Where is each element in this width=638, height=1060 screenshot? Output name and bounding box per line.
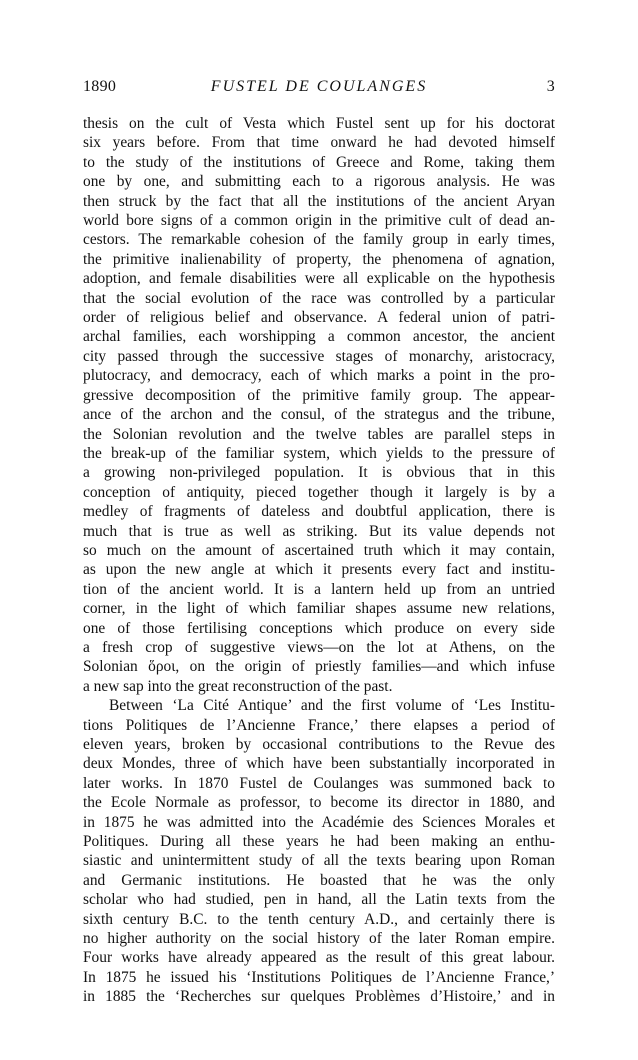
running-head (83, 78, 555, 100)
text-line: as upon the new angle at which it presents every fact and institu- (83, 561, 555, 579)
text-line: so much on the amount of ascertained truth which it may contain, (83, 541, 555, 559)
text-line: ance of the archon and the consul, of the strategus and the tribune, (83, 406, 555, 424)
text-line: then struck by the fact that all the institutions of the ancient Aryan (83, 192, 555, 210)
text-line: six years before. From that time onward he had devoted himself (83, 134, 555, 152)
text-line: sixth century B.C. to the tenth century A.D., and certainly there is (83, 910, 555, 928)
text-line: corner, in the light of which familiar shapes assume new relations, (83, 600, 555, 618)
text-line: Solonian ὅροι, on the origin of priestly families—and which infuse (83, 658, 555, 676)
text-line: In 1875 he issued his ‘Institutions Politiques de l’Ancienne France,’ (83, 968, 555, 986)
text-line: a growing non-privileged population. It is obvious that in this (83, 464, 555, 482)
text-line: Between ‘La Cité Antique’ and the first volume of ‘Les Institu- (109, 697, 555, 715)
text-line: the primitive inalienability of property, the phenomena of agnation, (83, 250, 555, 268)
running-head-year: 1890 (83, 78, 117, 95)
text-line: the Ecole Normale as professor, to become its director in 1880, and (83, 794, 555, 812)
text-line: a new sap into the great reconstruction of the past. (83, 677, 393, 695)
text-line: to the study of the institutions of Greece and Rome, taking them (83, 153, 555, 171)
text-line: a fresh crop of suggestive views—on the lot at Athens, on the (83, 638, 555, 656)
running-head-title: FUSTEL DE COULANGES (210, 78, 428, 95)
text-line: one by one, and submitting each to a rigorous analysis. He was (83, 173, 555, 191)
text-line: Politiques. During all these years he had been making an enthu- (83, 833, 555, 851)
text-line: Four works have already appeared as the result of this great labour. (83, 949, 555, 967)
text-line: adoption, and female disabilities were all explicable on the hypothesis (83, 270, 555, 288)
text-line: that the social evolution of the race was controlled by a particular (83, 289, 555, 307)
text-line: world bore signs of a common origin in the primitive cult of dead an- (83, 212, 555, 230)
text-line: the Solonian revolution and the twelve tables are parallel steps in (83, 425, 555, 443)
text-line: and Germanic institutions. He boasted that he was the only (83, 871, 555, 889)
text-line: in 1875 he was admitted into the Académie des Sciences Morales et (83, 813, 555, 831)
text-line: plutocracy, and democracy, each of which marks a point in the pro- (83, 367, 555, 385)
text-line: order of religious belief and observance. A federal union of patri- (83, 309, 555, 327)
text-line: in 1885 the ‘Recherches sur quelques Problèmes d’Histoire,’ and in (83, 988, 555, 1006)
page-number: 3 (546, 78, 555, 95)
text-line: thesis on the cult of Vesta which Fustel sent up for his doctorat (83, 115, 555, 132)
text-line: much that is true as well as striking. But its value depends not (83, 522, 555, 540)
text-line: one of those fertilising conceptions which produce on every side (83, 619, 555, 637)
text-line: eleven years, broken by occasional contributions to the Revue des (83, 736, 555, 753)
text-line: siastic and unintermittent study of all the texts bearing upon Roman (83, 852, 555, 870)
text-line: medley of fragments of dateless and doubtful application, there is (83, 503, 555, 521)
text-line: archal families, each worshipping a common ancestor, the ancient (83, 328, 555, 346)
text-line: no higher authority on the social history of the later Roman empire. (83, 930, 555, 948)
text-line: cestors. The remarkable cohesion of the family group in early times, (83, 231, 555, 249)
text-line: deux Mondes, three of which have been substantially incorporated in (83, 755, 555, 773)
body-text (83, 114, 555, 1007)
text-line: gressive decomposition of the primitive family group. The appear- (83, 386, 555, 404)
text-line: scholar who had studied, pen in hand, all the Latin texts from the (83, 891, 555, 909)
text-line: conception of antiquity, pieced together though it largely is by a (83, 483, 555, 501)
text-line: city passed through the successive stages of monarchy, aristocracy, (83, 347, 555, 365)
text-line: tions Politiques de l’Ancienne France,’ there elapses a period of (83, 716, 555, 734)
text-line: the break-up of the familiar system, which yields to the pressure of (83, 444, 555, 462)
text-line: later works. In 1870 Fustel de Coulanges was summoned back to (83, 774, 555, 792)
text-line: tion of the ancient world. It is a lantern held up from an untried (83, 580, 555, 598)
